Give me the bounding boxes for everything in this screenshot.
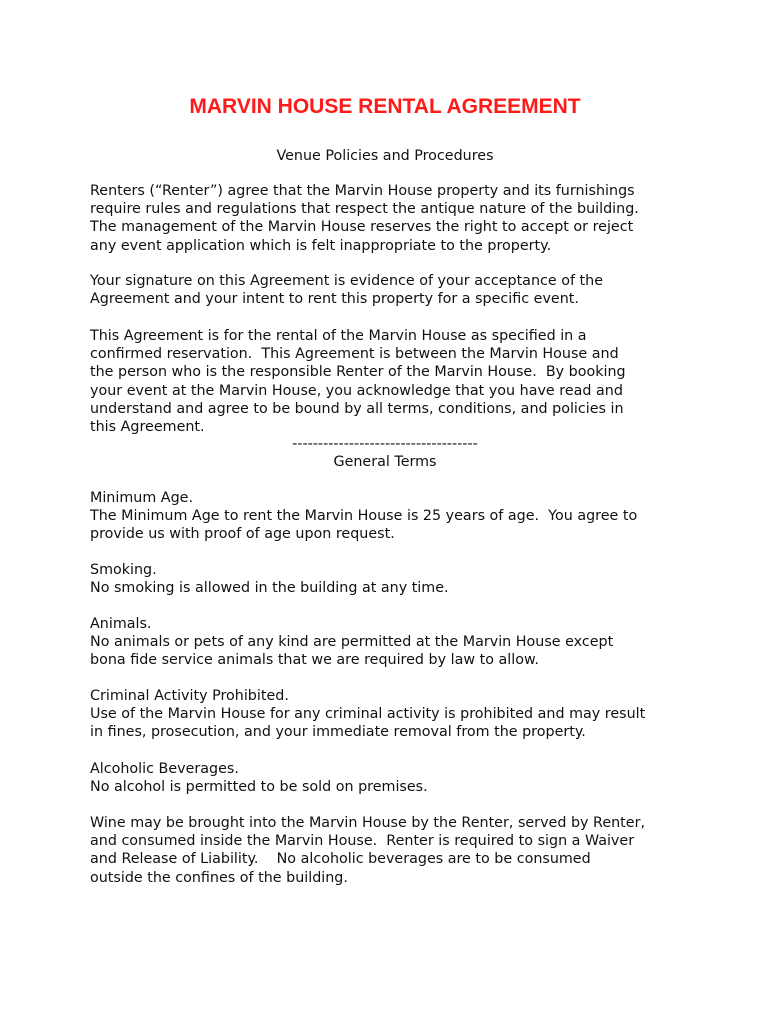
term-text: No animals or pets of any kind are permitted at the Marvin House except bona fide service animals that we are required by law to allow. <box>90 634 614 669</box>
agreement-scope-paragraph: This Agreement is for the rental of the Marvin House as specified in a confirmed reservation. This Agreement is between the Marvin House and the person who is the responsible Renter of the Marvin House. By booking your event at the Marvin House, you acknowledge that you have read and understand and agree to be bound by all terms, conditions, and policies in this Agreement. <box>90 328 626 436</box>
wine-paragraph: Wine may be brought into the Marvin House by the Renter, served by Renter, and consumed inside the Marvin House. Renter is required to sign a Waiver and Release of Liability. No alcoholic beverages are to be consumed outside the confines of the building. <box>90 815 645 886</box>
general-terms-heading: General Terms <box>333 454 437 470</box>
document-subtitle: Venue Policies and Procedures <box>276 148 494 164</box>
term-text: No smoking is allowed in the building at any time. <box>90 580 449 596</box>
term-heading: Smoking. <box>90 562 157 578</box>
section-divider: ------------------------------------ <box>292 436 478 452</box>
term-text: Use of the Marvin House for any criminal activity is prohibited and may result in fines, prosecution, and your immediate removal from the property. <box>90 706 646 741</box>
term-heading: Minimum Age. <box>90 490 193 506</box>
document-title: MARVIN HOUSE RENTAL AGREEMENT <box>189 95 581 118</box>
signature-paragraph: Your signature on this Agreement is evidence of your acceptance of the Agreement and your intent to rent this property for a specific event. <box>90 273 603 308</box>
term-heading: Alcoholic Beverages. <box>90 761 239 777</box>
term-heading: Criminal Activity Prohibited. <box>90 688 289 704</box>
term-text: No alcohol is permitted to be sold on premises. <box>90 779 428 795</box>
term-heading: Animals. <box>90 616 152 632</box>
intro-paragraph: Renters (“Renter”) agree that the Marvin House property and its furnishings require rules and regulations that respect the antique nature of the building. The management of the Marvin House reserves the right to accept or reject any event application which is felt inappropriate to the property. <box>90 183 639 254</box>
term-text: The Minimum Age to rent the Marvin House is 25 years of age. You agree to provide us with proof of age upon request. <box>90 508 638 543</box>
